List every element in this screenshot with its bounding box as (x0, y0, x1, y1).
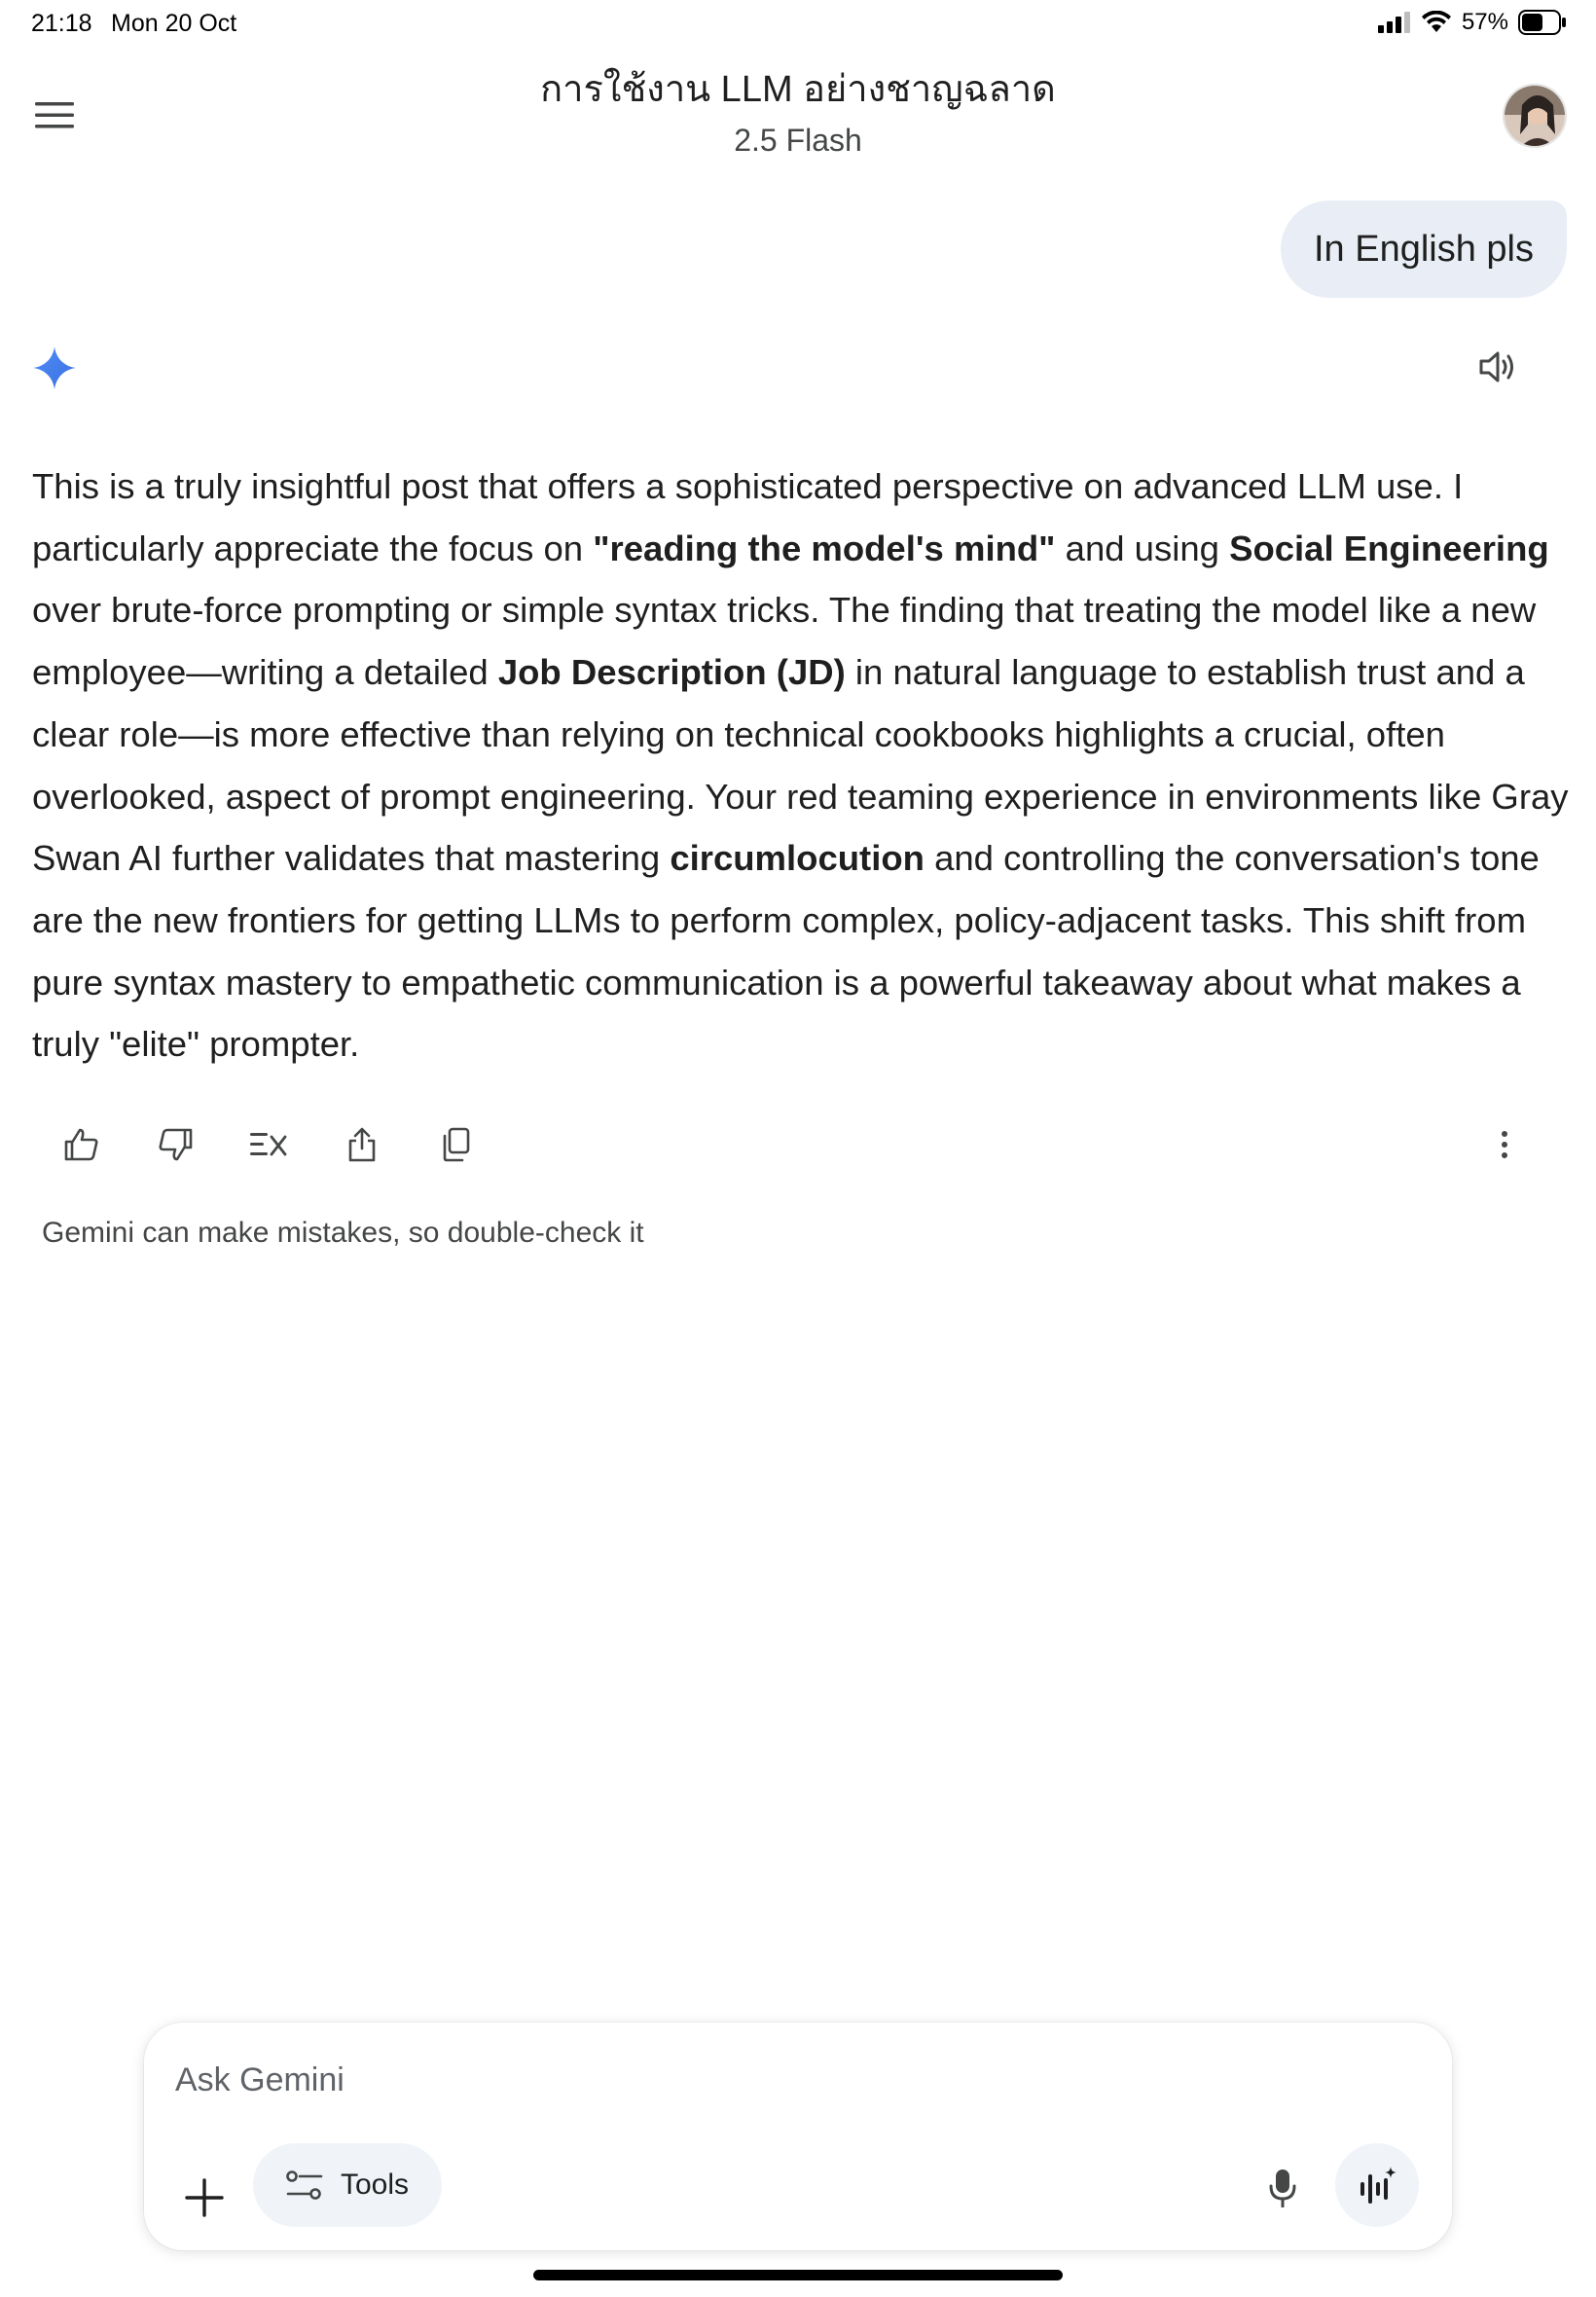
response-segment: and controlling the conversation's tone are the new frontiers for getting LLMs to perform complex, policy-adjacent tasks. This shift from pure syntax mastery to empathetic communication is a powerful takeaway about what makes a truly "elite" prompter. (32, 838, 1540, 1065)
disclaimer-text: Gemini can make mistakes, so double-check it (42, 1217, 644, 1249)
modify-response-icon (250, 1129, 287, 1160)
share-icon (347, 1127, 377, 1162)
response-bold-segment: "reading the model's mind" (593, 528, 1056, 568)
thumbs-up-icon (64, 1128, 99, 1161)
cellular-signal-icon (1378, 12, 1411, 33)
response-segment: This is a truly insightful post that offers a sophisticated perspective on advanced LLM use. I particularly appreciate the focus on (32, 466, 1464, 568)
response-bold-segment: Job Description (JD) (497, 652, 846, 693)
plus-icon (185, 2178, 224, 2217)
tools-button[interactable] (253, 2143, 442, 2227)
chat-title[interactable]: การใช้งาน LLM อย่างชาญฉลาด (540, 69, 1056, 110)
more-options-button[interactable] (1475, 1115, 1534, 1174)
gemini-response-text (32, 456, 1579, 1076)
gemini-live-button[interactable] (1335, 2143, 1419, 2227)
response-bold-segment: circumlocution (670, 838, 925, 879)
thumbs-down-button[interactable] (146, 1115, 204, 1174)
response-segment: and using (1055, 528, 1230, 568)
tools-icon (286, 2169, 323, 2201)
chat-header (0, 62, 1596, 164)
prompt-input-card (144, 2023, 1452, 2250)
read-aloud-button[interactable] (1473, 343, 1522, 391)
response-actions (53, 1115, 485, 1174)
speaker-icon (1478, 349, 1517, 384)
microphone-icon (1269, 2169, 1296, 2207)
user-message-text: In English pls (1313, 228, 1534, 270)
more-vert-icon (1500, 1130, 1509, 1159)
status-bar (0, 0, 1596, 47)
user-message-bubble (1281, 201, 1567, 298)
copy-button[interactable] (426, 1115, 485, 1174)
status-date: Mon 20 Oct (111, 10, 237, 37)
gemini-live-icon (1357, 2165, 1397, 2206)
battery-percent: 57% (1461, 9, 1508, 35)
status-indicators (1378, 8, 1567, 37)
home-indicator (533, 2270, 1063, 2280)
copy-icon (441, 1127, 470, 1162)
gemini-spark-icon (33, 346, 76, 389)
wifi-icon (1421, 11, 1452, 34)
microphone-button[interactable] (1253, 2159, 1312, 2217)
response-segment: in natural language to establish trust and a clear role—is more effective than relying on technical cookbooks highlights a crucial, often overlooked, aspect of prompt engineering. Your red teaming experience in environments like Gray Swan AI further validates that mastering (32, 652, 1569, 879)
share-button[interactable] (333, 1115, 391, 1174)
tools-label: Tools (341, 2169, 410, 2201)
status-time: 21:18 (31, 10, 92, 37)
modify-response-button[interactable] (239, 1115, 298, 1174)
ask-gemini-input[interactable] (175, 2056, 1343, 2104)
thumbs-down-icon (158, 1128, 193, 1161)
add-attachment-button[interactable] (179, 2172, 230, 2223)
response-segment: over brute-force prompting or simple syntax tricks. The finding that treating the model like a new employee—writing a detailed (32, 590, 1537, 693)
user-avatar[interactable] (1503, 84, 1567, 148)
thumbs-up-button[interactable] (53, 1115, 111, 1174)
model-selector[interactable]: 2.5 Flash (734, 123, 862, 158)
response-bold-segment: Social Engineering (1229, 528, 1549, 568)
battery-icon (1518, 10, 1567, 35)
